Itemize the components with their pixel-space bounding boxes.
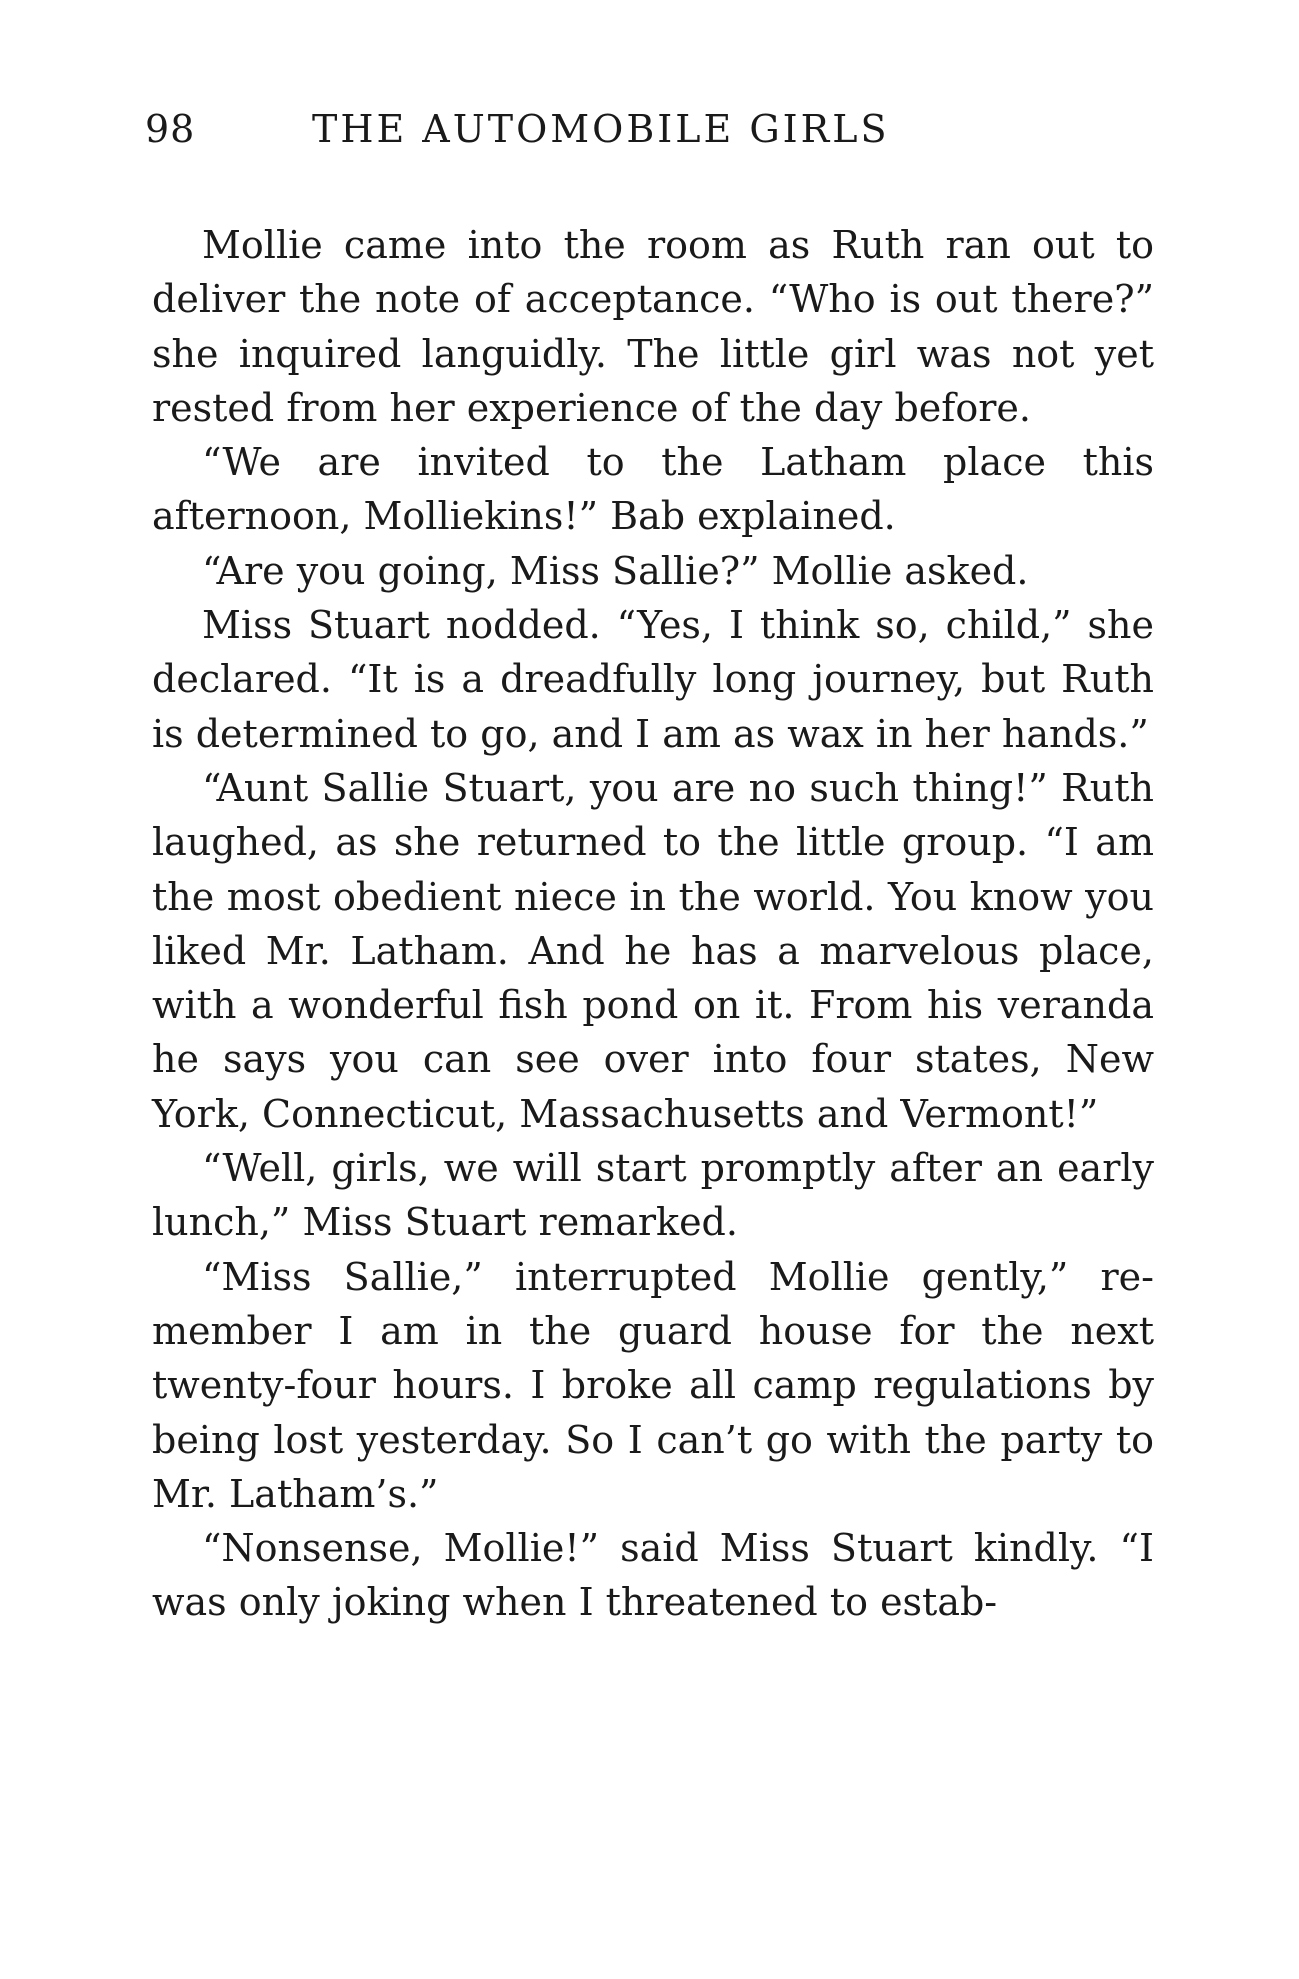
paragraph-7: “Miss Sallie,” interrupted Mollie gently,” remember I am in the guard house for the next twenty-four hours. I broke all camp regulations by being lost yesterday. So I can’t go with the party to Mr. Latham’s.” [152,1254,1154,1516]
paragraph-4: Miss Stuart nodded. “Yes, I think so, child,” she declared. “It is a dreadfully long journey, but Ruth is determined to go, and I am as wax in her hands.” [152,603,1154,756]
paragraph-8: “Nonsense, Mollie!” said Miss Stuart kindly. “I was only joking when I threatened to estab- [152,1526,1154,1625]
page-header [145,107,1155,167]
paragraph-6: “Well, girls, we will start promptly after an early lunch,” Miss Stuart remarked. [152,1146,1154,1245]
paragraph-3: “Are you going, Miss Sallie?” Mollie asked. [202,548,1029,593]
body-text [152,218,1154,1630]
page-number: 98 [145,107,196,151]
running-title: THE AUTOMOBILE GIRLS [312,107,890,151]
paragraph-5: “Aunt Sallie Stuart, you are no such thing!” Ruth laughed, as she returned to the little group. “I am the most obedient niece in the world. You know you liked Mr. Latham. And he has a marvelous place, with a wonderful fish pond on it. From his veranda he says you can see over into four states, New York, Connecticut, Massachusetts and Vermont!” [152,765,1154,1136]
paragraph-2: “We are invited to the Latham place this afternoon, Molliekins!” Bab explained. [152,440,1154,539]
paragraph-1: Mollie came into the room as Ruth ran out to deliver the note of acceptance. “Who is out there?” she inquired languidly. The little girl was not yet rested from her experience of the day before. [152,223,1154,430]
